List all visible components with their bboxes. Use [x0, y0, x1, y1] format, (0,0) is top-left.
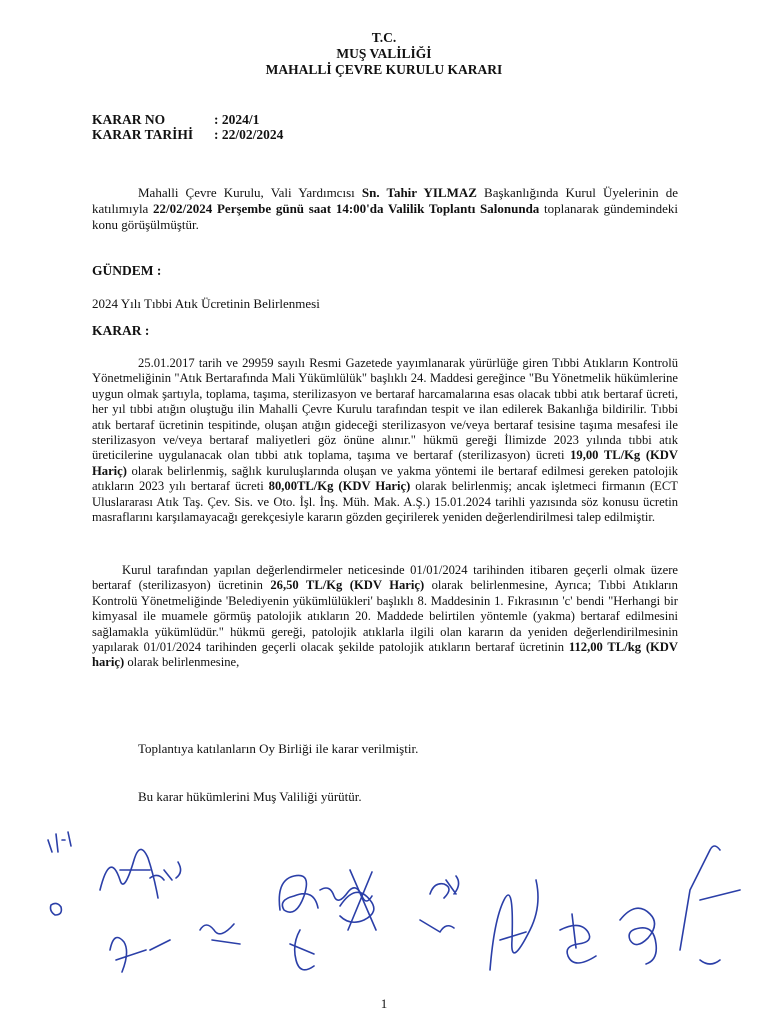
- karar-p1-fee-pathological: 80,00TL/Kg (KDV Hariç): [268, 479, 411, 494]
- gundem-heading: GÜNDEM :: [92, 263, 162, 278]
- karar-p2-text-a: Kurul tarafından yapılan değerlendirmeler neticesinde 01/01/2024 tarihinden itibaren geçerli olmak üzere bertaraf (sterilizasyon) ücretinin: [92, 563, 678, 593]
- page-number: 1: [380, 996, 388, 1011]
- intro-text-2: Başkanlığında Kurul Üyelerinin de katılımıyla: [92, 185, 678, 216]
- karar-heading: KARAR :: [92, 323, 150, 338]
- karar-p1-text-c: olarak belirlenmiş, sağlık kuruluşlarında oluşan ve yakma yöntemi ile bertaraf edilmesi gereken patolojik atıkların 2023 yılı bertaraf ücreti: [92, 463, 678, 494]
- signature-2: [100, 849, 181, 972]
- karar-tarihi-value: : 22/02/2024: [214, 127, 284, 142]
- signature-3: [200, 924, 240, 944]
- karar-p1-text-e: olarak belirlenmiş; ancak işletmeci firmanın (ECT Uluslararası Atık Taş. Çev. Sis. ve Oto. İşl. İnş. Müh. Mak. A.Ş.) 15.01.2024 tarihli yazısında söz konusu ücretin masraflarını karşılamayacağı gerekçesiyle kararın gözden geçirilerek yeniden değerlendirilmesi talep edilmiştir.: [92, 479, 678, 525]
- header-title: MAHALLİ ÇEVRE KURULU KARARI: [265, 62, 503, 77]
- karar-no-label: KARAR NO: [92, 112, 166, 127]
- intro-chair: Sn. Tahir YILMAZ: [361, 185, 477, 200]
- karar-no-value: : 2024/1: [214, 112, 260, 127]
- closing-execution: Bu karar hükümlerini Muş Valiliği yürütür.: [138, 789, 362, 804]
- karar-paragraph-1: [92, 356, 678, 525]
- intro-text-3: toplanarak gündemindeki konu görüşülmüştür.: [92, 201, 678, 232]
- karar-p2-fee-sterilization: 26,50 TL/Kg (KDV Hariç): [270, 578, 425, 593]
- karar-paragraph-2: [92, 563, 678, 671]
- karar-p2-fee-pathological: 112,00 TL/kg (KDV hariç): [92, 640, 678, 670]
- karar-p2-text-e: olarak belirlenmesine,: [124, 655, 240, 670]
- karar-p1-text-a: 25.01.2017 tarih ve 29959 sayılı Resmi Gazetede yayımlanarak yürürlüğe giren Tıbbi Atıkların Kontrolü Yönetmeliğinin "Atık Bertarafında Mali Yükümlülük" başlıklı 24. Maddesi gereğince "Bu Yönetmelik hükümlerine uygun olmak şartıyla, toplama, taşıma, sterilizasyon ve bertaraf harcamalarına esas olacak tıbbi atık bertaraf ücreti, her yıl tıbbi atığın oluştuğu ilin Mahalli Çevre Kurulu tarafından tespit ve ilan edilerek Bakanlığa bildirilir. Tıbbi atık bertaraf ücretinin tespitinde, oluşan atığın gideceği sterilizasyon ve/veya bertaraf tesisine taşıma mesafesi ile sterilizasyon ve/veya bertaraf maliyetleri göz önüne alınır." hükmü gereği İlimizde 2023 yılında tıbbi atık üreticilerine uygulanacak olan tıbbi atık toplama, taşıma ve bertaraf (sterilizasyon) ücreti: [92, 356, 678, 463]
- karar-p2-text-c: olarak belirlenmesine, Ayrıca; Tıbbi Atıkların Kontrolü Yönetmeliğinde 'Belediyenin yükümlülükleri' başlıklı 8. Maddesinin 1. Fıkrasının 'c' bendi "Herhangi bir kimyasal ile muamele görmüş patolojik atıkların 20. Maddede belirtilen yöntemle (yakma) bertaraf edilmesini sağlamakla yükümlüdür." hükmü gereği, patolojik atıklarla ilgili olan kararın da yeniden değerlendirilmesinin yapılarak 01/01/2024 tarihinden geçerli olacak şekilde patolojik atıkların bertaraf ücretinin: [92, 578, 678, 655]
- intro-text-1: Mahalli Çevre Kurulu, Vali Yardımcısı: [138, 185, 362, 200]
- signatures-area: [0, 810, 768, 1000]
- signature-1: [48, 832, 71, 915]
- signature-6: [490, 880, 596, 970]
- signature-5: [340, 870, 459, 932]
- signature-7: [620, 846, 740, 964]
- intro-paragraph: [92, 185, 678, 233]
- closing-vote: Toplantıya katılanların Oy Birliği ile karar verilmiştir.: [138, 741, 419, 756]
- header-valilik: MUŞ VALİLİĞİ: [336, 46, 432, 61]
- karar-p1-fee-sterilization: 19,00 TL/Kg (KDV Hariç): [92, 448, 678, 478]
- gundem-text: 2024 Yılı Tıbbi Atık Ücretinin Belirlenmesi: [92, 296, 320, 311]
- intro-datetime: 22/02/2024 Perşembe günü saat 14:00'da Valilik Toplantı Salonunda: [153, 201, 540, 216]
- karar-tarihi-label: KARAR TARİHİ: [92, 127, 194, 142]
- header-tc: T.C.: [371, 30, 397, 45]
